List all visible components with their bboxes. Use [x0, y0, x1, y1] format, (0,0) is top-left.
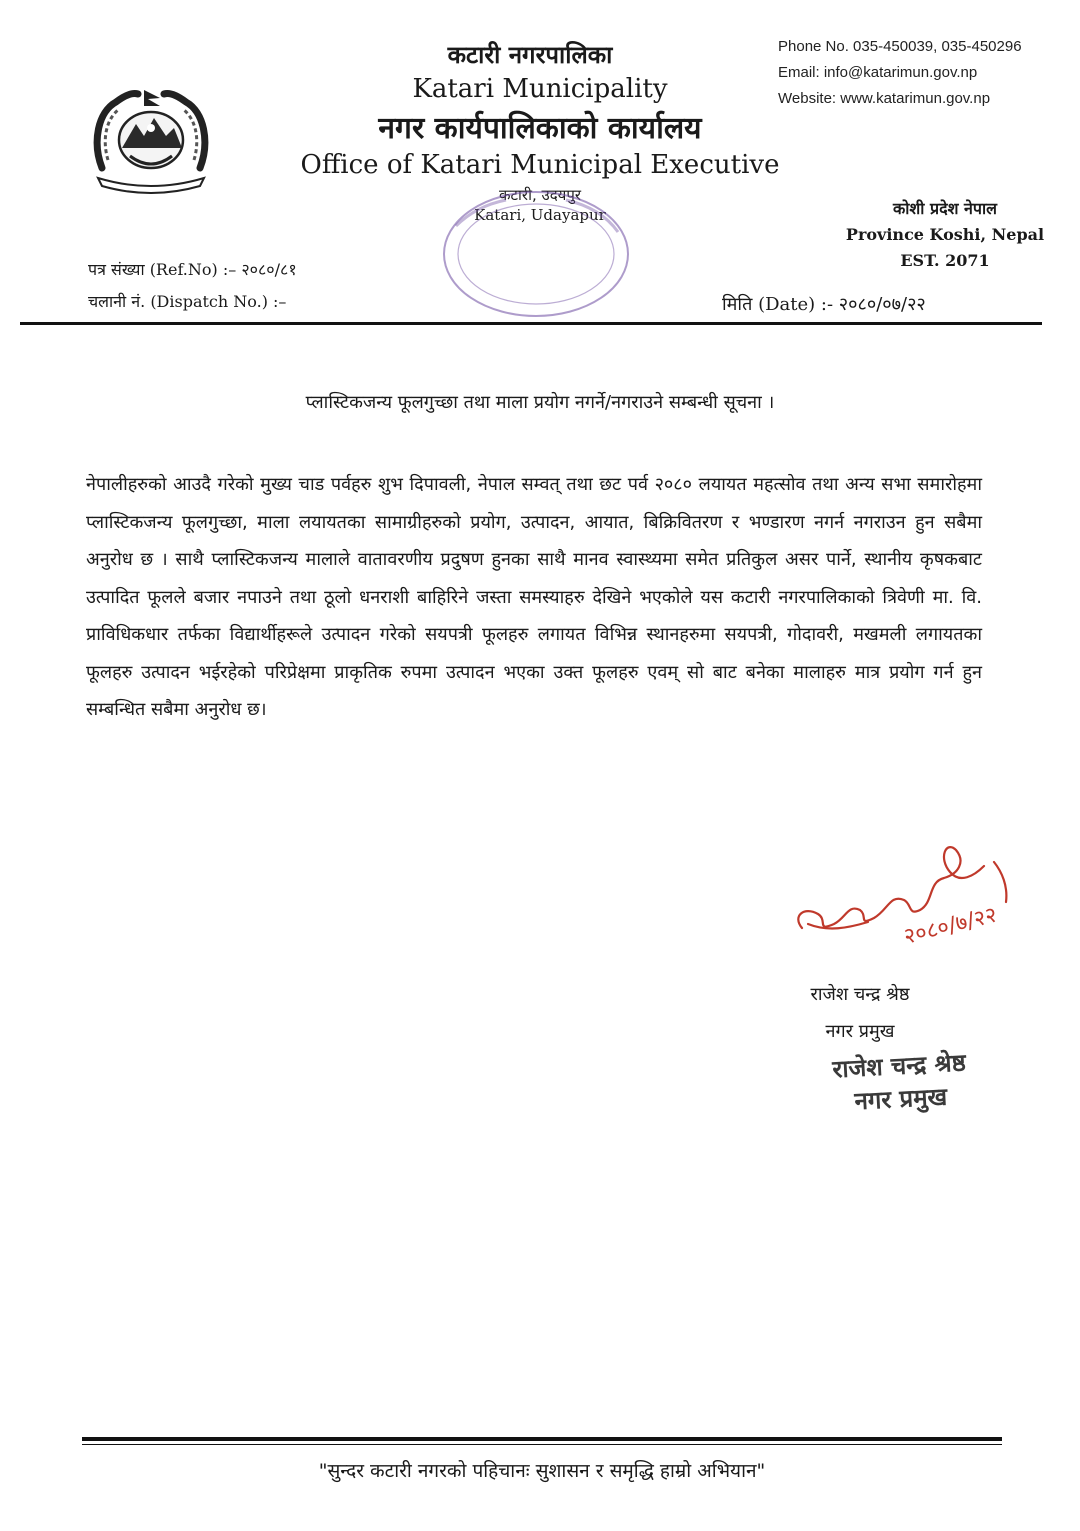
office-name-english: Office of Katari Municipal Executive — [300, 150, 780, 180]
stamp-title: नगर प्रमुख — [853, 1082, 948, 1116]
stamp-name: राजेश चन्द्र श्रेष्ठ — [831, 1048, 967, 1084]
ref-number-line — [88, 254, 297, 286]
handwritten-signature — [788, 832, 1078, 962]
footer-slogan: "सुन्दर कटारी नगरको पहिचानः सुशासन र समृद्धि हाम्रो अभियान" — [318, 1460, 766, 1482]
footer-divider-thin — [82, 1444, 1002, 1445]
dispatch-number-label: चलानी नं. (Dispatch No.) :– — [88, 292, 287, 311]
contact-block — [778, 34, 1022, 112]
ref-number-value: २०८०/८१ — [241, 260, 297, 279]
organization-name-english: Katari Municipality — [412, 74, 668, 104]
reference-block — [88, 254, 297, 318]
province-nepali: कोशी प्रदेश नेपाल — [892, 199, 998, 218]
office-seal-stamp — [436, 186, 636, 322]
signatory-block — [740, 976, 980, 1050]
footer-divider-thick — [82, 1437, 1002, 1441]
date-label: मिति (Date) :- — [722, 294, 834, 315]
notice-subject: प्लास्टिकजन्य फूलगुच्छा तथा माला प्रयोग नगर्ने/नगराउने सम्बन्धी सूचना । — [305, 392, 775, 413]
organization-name-nepali: कटारी नगरपालिका — [447, 41, 613, 69]
header-divider — [20, 322, 1042, 325]
established-year: EST. 2071 — [900, 251, 990, 270]
website-address: Website: www.katarimun.gov.np — [778, 90, 991, 107]
name-stamp — [758, 1043, 1041, 1124]
date-value: २०८०/०७/२२ — [838, 294, 926, 315]
signature-date: २०८०/७/२२ — [901, 902, 1000, 950]
office-name-nepali: नगर कार्यपालिकाको कार्यालय — [378, 111, 702, 146]
phone-numbers: Phone No. 035-450039, 035-450296 — [778, 38, 1022, 55]
ref-number-label: पत्र संख्या (Ref.No) :– — [88, 260, 237, 279]
email-address: Email: info@katarimun.gov.np — [778, 64, 978, 81]
address-nepali: कटारी, उदयपुर — [498, 186, 582, 204]
nepal-emblem-icon — [88, 82, 214, 194]
date-line — [722, 292, 926, 316]
province-english: Province Koshi, Nepal — [845, 225, 1045, 244]
signatory-title: नगर प्रमुख — [825, 1021, 895, 1042]
province-block — [845, 196, 1045, 274]
signatory-name: राजेश चन्द्र श्रेष्ठ — [810, 984, 910, 1005]
address-english: Katari, Udayapur — [474, 206, 606, 224]
notice-body: नेपालीहरुको आउदै गरेको मुख्य चाड पर्वहरु शुभ दिपावली, नेपाल सम्वत् तथा छट पर्व २०८० लयायत महत्सोव तथा अन्य सभा समारोहमा प्लास्टिकजन्य फूलगुच्छा, माला लयायतका सामाग्रीहरुको प्रयोग, उत्पादन, आयात, बिक्रिवितरण र भण्डारण नगर्न नगराउन हुन सबैमा अनुरोध छ । साथै प्लास्टिकजन्य मालाले वातावरणीय प्रदुषण हुनका साथै मानव स्वास्थ्यमा समेत प्रतिकुल असर पार्ने, स्थानीय कृषकबाट उत्पादित फूलले बजार नपाउने तथा ठूलो धनराशी बाहिरिने जस्ता समस्याहरु देखिने भएकोले यस कटारी नगरपालिकाको त्रिवेणी मा. वि. प्राविधिकधार तर्फका विद्यार्थीहरूले उत्पादन गरेको सयपत्री फूलहरु लगायत विभिन्न स्थानहरुमा सयपत्री, गोदावरी, मखमली लगायतका फूलहरु उत्पादन भईरहेको परिप्रेक्षमा प्राकृतिक रुपमा उत्पादन भएका उक्त फूलहरु एवम् सो बाट बनेका मालाहरु मात्र प्रयोग गर्न हुन सम्बन्धित सबैमा अनुरोध छ। — [86, 474, 982, 720]
